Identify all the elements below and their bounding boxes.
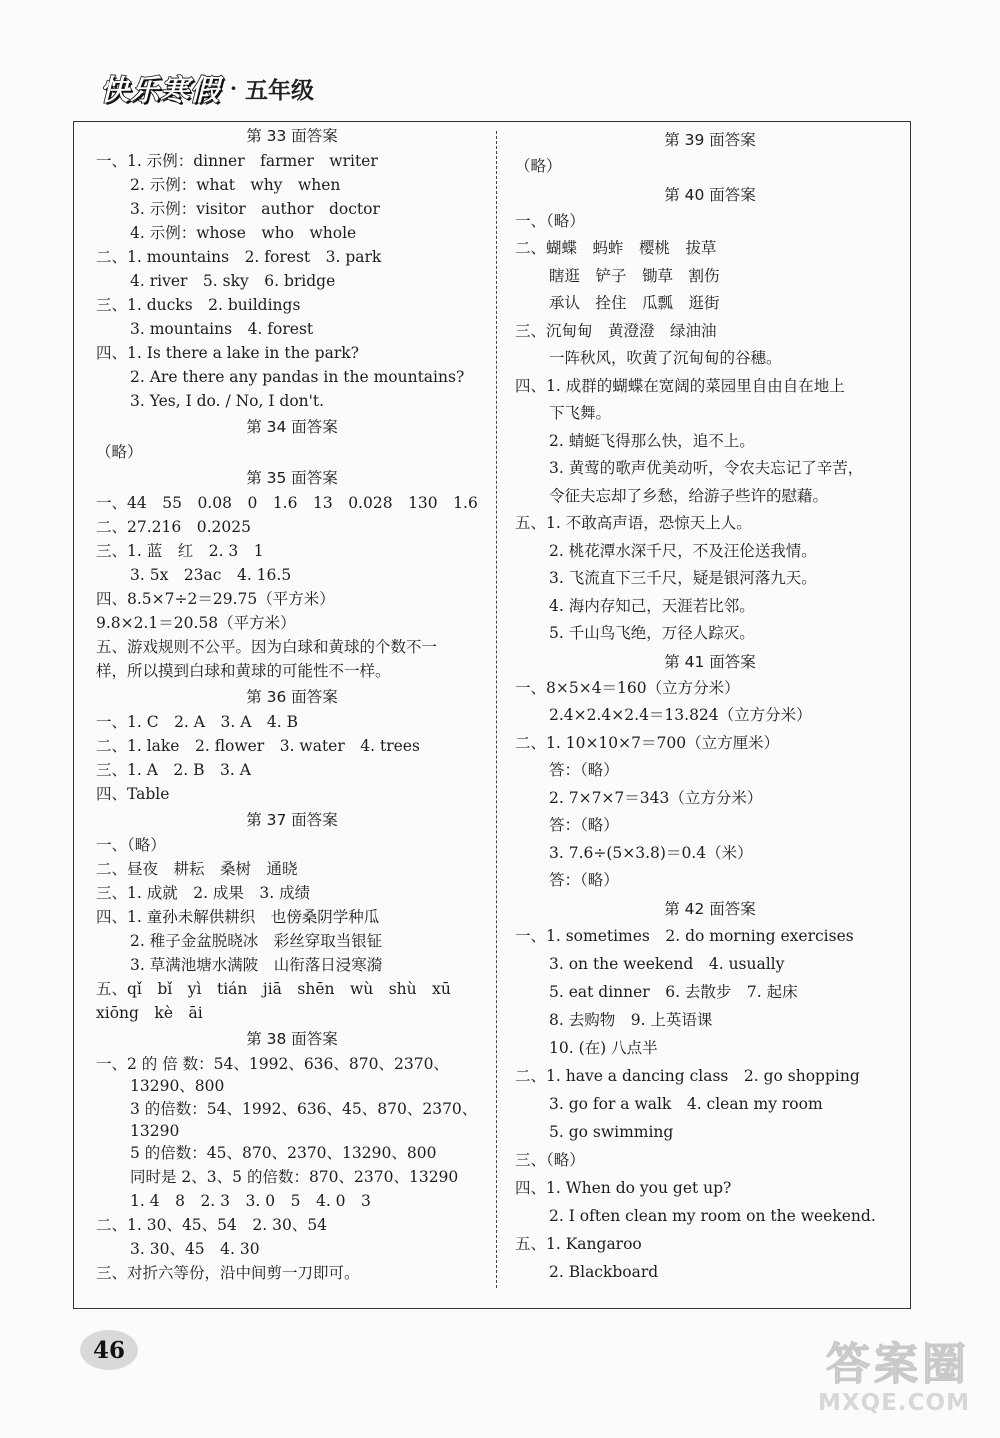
answer-line: 8. 去购物 9. 上英语课	[549, 1010, 713, 1029]
answer-line: 二、1. mountains 2. forest 3. park	[96, 248, 382, 266]
answer-line: 一、（略）	[96, 836, 166, 854]
answer-line: 2. 示例：what why when	[130, 176, 341, 194]
right-column	[515, 122, 905, 1286]
answer-line: （略）	[515, 157, 562, 175]
watermark-logo: 答案圈	[826, 1339, 970, 1390]
answer-line: 五、1. Kangaroo	[515, 1234, 642, 1253]
answer-line: 承认 拴住 瓜瓢 逛街	[549, 294, 720, 312]
answer-line: 2. I often clean my room on the weekend.	[549, 1206, 876, 1225]
answer-line: 2. 7×7×7＝343（立方分米）	[549, 788, 763, 807]
answer-line: 3. go for a walk 4. clean my room	[549, 1094, 823, 1113]
left-column	[96, 122, 488, 1285]
answer-line: 四、Table	[96, 785, 170, 803]
answer-line: 3. 黄莺的歌声优美动听，令农夫忘记了辛苦，	[549, 459, 864, 477]
answer-line: 三、1. ducks 2. buildings	[96, 296, 301, 314]
answer-line: 四、1. 成群的蝴蝶在宽阔的菜园里自由自在地上	[515, 376, 845, 395]
answer-line: 3. 7.6÷(5×3.8)＝0.4（米）	[549, 843, 753, 862]
answer-line: 5. go swimming	[549, 1122, 674, 1141]
column-divider	[496, 131, 497, 1288]
answer-line: 3. 示例：visitor author doctor	[130, 200, 380, 218]
answer-line: 二、1. 30、45、54 2. 30、54	[96, 1216, 328, 1234]
page-number: 46	[80, 1330, 138, 1370]
answer-line: （略）	[96, 443, 143, 461]
answer-line: 三、1. A 2. B 3. A	[96, 761, 251, 779]
answer-line: 一、44 55 0.08 0 1.6 13 0.028 130 1.6	[96, 494, 478, 512]
answer-line: 2. Blackboard	[549, 1262, 659, 1281]
answer-line: 四、1. 童孙未解供耕织 也傍桑阴学种瓜	[96, 908, 380, 926]
answer-line: 5. eat dinner 6. 去散步 7. 起床	[549, 982, 798, 1001]
answer-line: 1. 4 8 2. 3 3. 0 5 4. 0 3	[130, 1192, 371, 1210]
section-title: 第 41 面答案	[664, 652, 756, 671]
answer-line: 四、1. When do you get up?	[515, 1178, 732, 1197]
answer-line: 答：（略）	[549, 871, 619, 889]
answer-line: 样，所以摸到白球和黄球的可能性不一样。	[96, 662, 391, 680]
answer-line: 下飞舞。	[549, 404, 612, 422]
answer-line: 3. 飞流直下三千尺，疑是银河落九天。	[549, 569, 817, 587]
answer-line: 二、蝴蝶 蚂蚱 樱桃 拔草	[515, 239, 717, 257]
answer-line: 五、qǐ bǐ yì tián jiā shēn wù shù xū	[96, 980, 451, 998]
answer-line: 二、1. lake 2. flower 3. water 4. trees	[96, 737, 420, 755]
section-title: 第 34 面答案	[246, 418, 338, 436]
answer-line: 五、1. 不敢高声语，恐惊天上人。	[515, 514, 752, 532]
answer-line: 答：（略）	[549, 816, 619, 834]
answer-line: 4. river 5. sky 6. bridge	[130, 272, 336, 290]
answer-line: 2. Are there any pandas in the mountains?	[130, 368, 465, 386]
answer-line: 13290、800	[130, 1077, 225, 1095]
answer-line: 瞎逛 铲子 锄草 割伤	[549, 266, 720, 285]
answer-line: 2. 蜻蜓飞得那么快，追不上。	[549, 431, 755, 450]
answer-line: 四、8.5×7÷2＝29.75（平方米）	[96, 590, 335, 608]
answer-line: 3. Yes, I do. / No, I don't.	[130, 392, 325, 410]
answer-line: 二、昼夜 耕耘 桑树 通晓	[96, 860, 298, 878]
page-header	[100, 68, 314, 108]
answer-line: 5. 千山鸟飞绝，万径人踪灭。	[549, 624, 755, 642]
answer-line: xiōng kè āi	[96, 1004, 203, 1022]
answer-line: 一、2 的 倍 数：54、1992、636、870、2370、	[96, 1055, 449, 1073]
section-title: 第 38 面答案	[246, 1030, 338, 1048]
answer-line: 二、27.216 0.2025	[96, 518, 251, 536]
brand-logo: 快乐寒假	[100, 72, 221, 107]
watermark-url: MXQE.COM	[818, 1390, 970, 1416]
answer-line: 一、1. sometimes 2. do morning exercises	[515, 926, 854, 945]
grade-label: 五年级	[244, 77, 314, 104]
answer-line: 2. 桃花潭水深千尺，不及汪伦送我情。	[549, 541, 817, 560]
section-title: 第 36 面答案	[246, 688, 338, 706]
header-separator: ·	[230, 76, 237, 100]
site-watermark	[818, 1340, 970, 1416]
answer-line: 13290	[130, 1121, 180, 1140]
section-title: 第 39 面答案	[664, 131, 756, 149]
answer-line: 五、游戏规则不公平。因为白球和黄球的个数不一	[96, 638, 438, 656]
answer-line: 一阵秋风，吹黄了沉甸甸的谷穗。	[549, 349, 782, 367]
answer-line: 3. 5x 23ac 4. 16.5	[130, 566, 292, 584]
answer-line: 答：（略）	[549, 761, 619, 779]
answer-line: 令征夫忘却了乡愁，给游子些许的慰藉。	[549, 486, 829, 505]
section-title: 第 42 面答案	[664, 899, 756, 918]
answer-line: 三、沉甸甸 黄澄澄 绿油油	[515, 321, 717, 340]
answer-line: 9.8×2.1＝20.58（平方米）	[96, 614, 296, 632]
answer-line: 同时是 2、3、5 的倍数：870、2370、13290	[130, 1168, 459, 1186]
answer-line: 一、1. C 2. A 3. A 4. B	[96, 713, 298, 731]
answer-line: 三、1. 蓝 红 2. 3 1	[96, 542, 264, 560]
answer-line: 三、1. 成就 2. 成果 3. 成绩	[96, 884, 311, 902]
answer-line: 3. 30、45 4. 30	[130, 1240, 260, 1258]
answer-line: 一、（略）	[515, 211, 585, 230]
answer-line: 二、1. have a dancing class 2. go shopping	[515, 1066, 860, 1085]
answer-line: 5 的倍数：45、870、2370、13290、800	[130, 1144, 437, 1162]
section-title: 第 35 面答案	[246, 469, 338, 487]
answer-line: 一、1. 示例：dinner farmer writer	[96, 152, 378, 170]
answer-line: 4. 示例：whose who whole	[130, 224, 357, 242]
answer-line: 2.4×2.4×2.4＝13.824（立方分米）	[549, 706, 812, 724]
answer-line: 4. 海内存知己，天涯若比邻。	[549, 596, 755, 615]
section-title: 第 33 面答案	[246, 127, 338, 145]
section-title: 第 40 面答案	[664, 185, 756, 204]
answer-line: 四、1. Is there a lake in the park?	[96, 344, 359, 362]
answer-line: 3. on the weekend 4. usually	[549, 954, 785, 973]
answer-line: 10. (在) 八点半	[549, 1038, 658, 1057]
answer-line: 3. mountains 4. forest	[130, 320, 314, 338]
answer-line: 2. 稚子金盆脱晓冰 彩丝穿取当银钲	[130, 932, 383, 950]
answer-line: 二、1. 10×10×7＝700（立方厘米）	[515, 733, 780, 752]
section-title: 第 37 面答案	[246, 811, 338, 829]
answer-line: 3 的倍数：54、1992、636、45、870、2370、	[130, 1099, 478, 1118]
answer-line: 三、对折六等份，沿中间剪一刀即可。	[96, 1264, 360, 1282]
answer-line: 3. 草满池塘水满陂 山衔落日浸寒漪	[130, 956, 383, 974]
answer-line: 三、（略）	[515, 1150, 585, 1169]
answer-line: 一、8×5×4＝160（立方分米）	[515, 678, 740, 697]
